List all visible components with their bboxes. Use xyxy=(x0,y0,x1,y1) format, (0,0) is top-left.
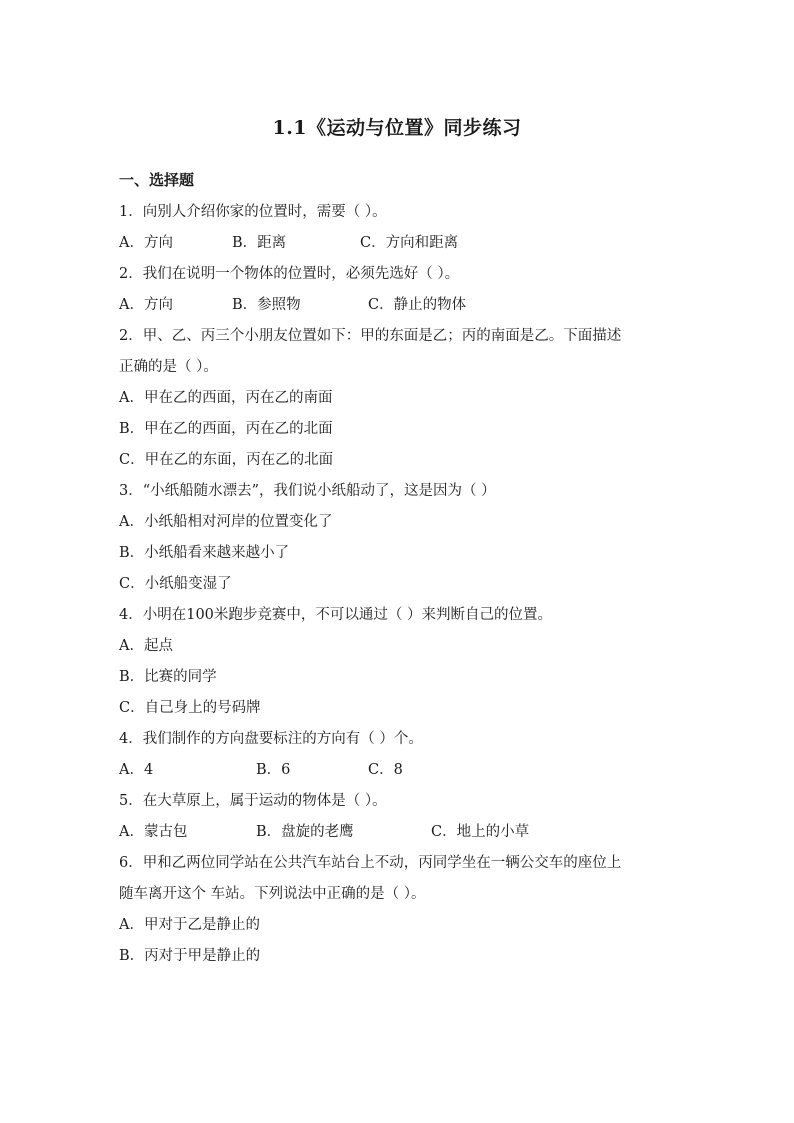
option-c: C．8 xyxy=(368,762,403,778)
question-8-stem-line-2: 随车离开这个 车站。下列说法中正确的是（ ）。 xyxy=(119,886,426,902)
question-2-options xyxy=(119,290,679,321)
document-title: 1.1《运动与位置》同步练习 xyxy=(272,117,522,139)
question-6-stem: 4．我们制作的方向盘要标注的方向有（ ）个。 xyxy=(119,731,423,747)
question-3-stem-line-1: 2．甲、乙、丙三个小朋友位置如下：甲的东面是乙；丙的南面是乙。下面描述 xyxy=(119,328,622,344)
option-b: B．距离 xyxy=(232,235,287,251)
option-c: C．静止的物体 xyxy=(368,297,467,313)
question-8-option-a: A．甲对于乙是静止的 xyxy=(119,917,260,933)
option-c: C．方向和距离 xyxy=(360,235,459,251)
question-4-option-b: B．小纸船看来越来越小了 xyxy=(119,545,290,561)
option-b: B．参照物 xyxy=(232,297,301,313)
question-5-stem: 4．小明在100米跑步竞赛中，不可以通过（ ）来判断自己的位置。 xyxy=(119,607,553,623)
question-4-option-c: C．小纸船变湿了 xyxy=(119,576,232,592)
question-3-option-c: C．甲在乙的东面，丙在乙的北面 xyxy=(119,452,334,468)
section-heading: 一、选择题 xyxy=(119,171,195,189)
question-6-options xyxy=(119,755,679,786)
question-3-stem-line-2: 正确的是（ ）。 xyxy=(119,359,218,375)
question-5-option-a: A．起点 xyxy=(119,638,173,654)
option-a: A．方向 xyxy=(119,235,173,251)
question-1-options xyxy=(119,228,679,259)
question-4-option-a: A．小纸船相对河岸的位置变化了 xyxy=(119,514,333,530)
question-2-stem: 2．我们在说明一个物体的位置时，必须先选好（ ）。 xyxy=(119,266,460,282)
question-1-stem: 1．向别人介绍你家的位置时，需要（ ）。 xyxy=(119,204,387,220)
option-a: A．方向 xyxy=(119,297,173,313)
question-5-option-c: C．自己身上的号码牌 xyxy=(119,700,261,716)
question-3-option-b: B．甲在乙的西面，丙在乙的北面 xyxy=(119,421,333,437)
question-5-option-b: B．比赛的同学 xyxy=(119,669,217,685)
question-8-stem-line-1: 6．甲和乙两位同学站在公共汽车站台上不动，丙同学坐在一辆公交车的座位上 xyxy=(119,855,622,871)
question-7-options xyxy=(119,817,679,848)
option-b: B．6 xyxy=(256,762,291,778)
question-4-stem: 3．“小纸船随水漂去”，我们说小纸船动了，这是因为（ ） xyxy=(119,483,496,499)
option-a: A．蒙古包 xyxy=(119,824,188,840)
option-b: B．盘旋的老鹰 xyxy=(256,824,354,840)
question-8-option-b: B．丙对于甲是静止的 xyxy=(119,948,261,964)
option-c: C．地上的小草 xyxy=(431,824,530,840)
question-7-stem: 5．在大草原上，属于运动的物体是（ ）。 xyxy=(119,793,387,809)
question-list xyxy=(119,197,679,972)
option-a: A．4 xyxy=(119,762,154,778)
question-3-option-a: A．甲在乙的西面，丙在乙的南面 xyxy=(119,390,333,406)
